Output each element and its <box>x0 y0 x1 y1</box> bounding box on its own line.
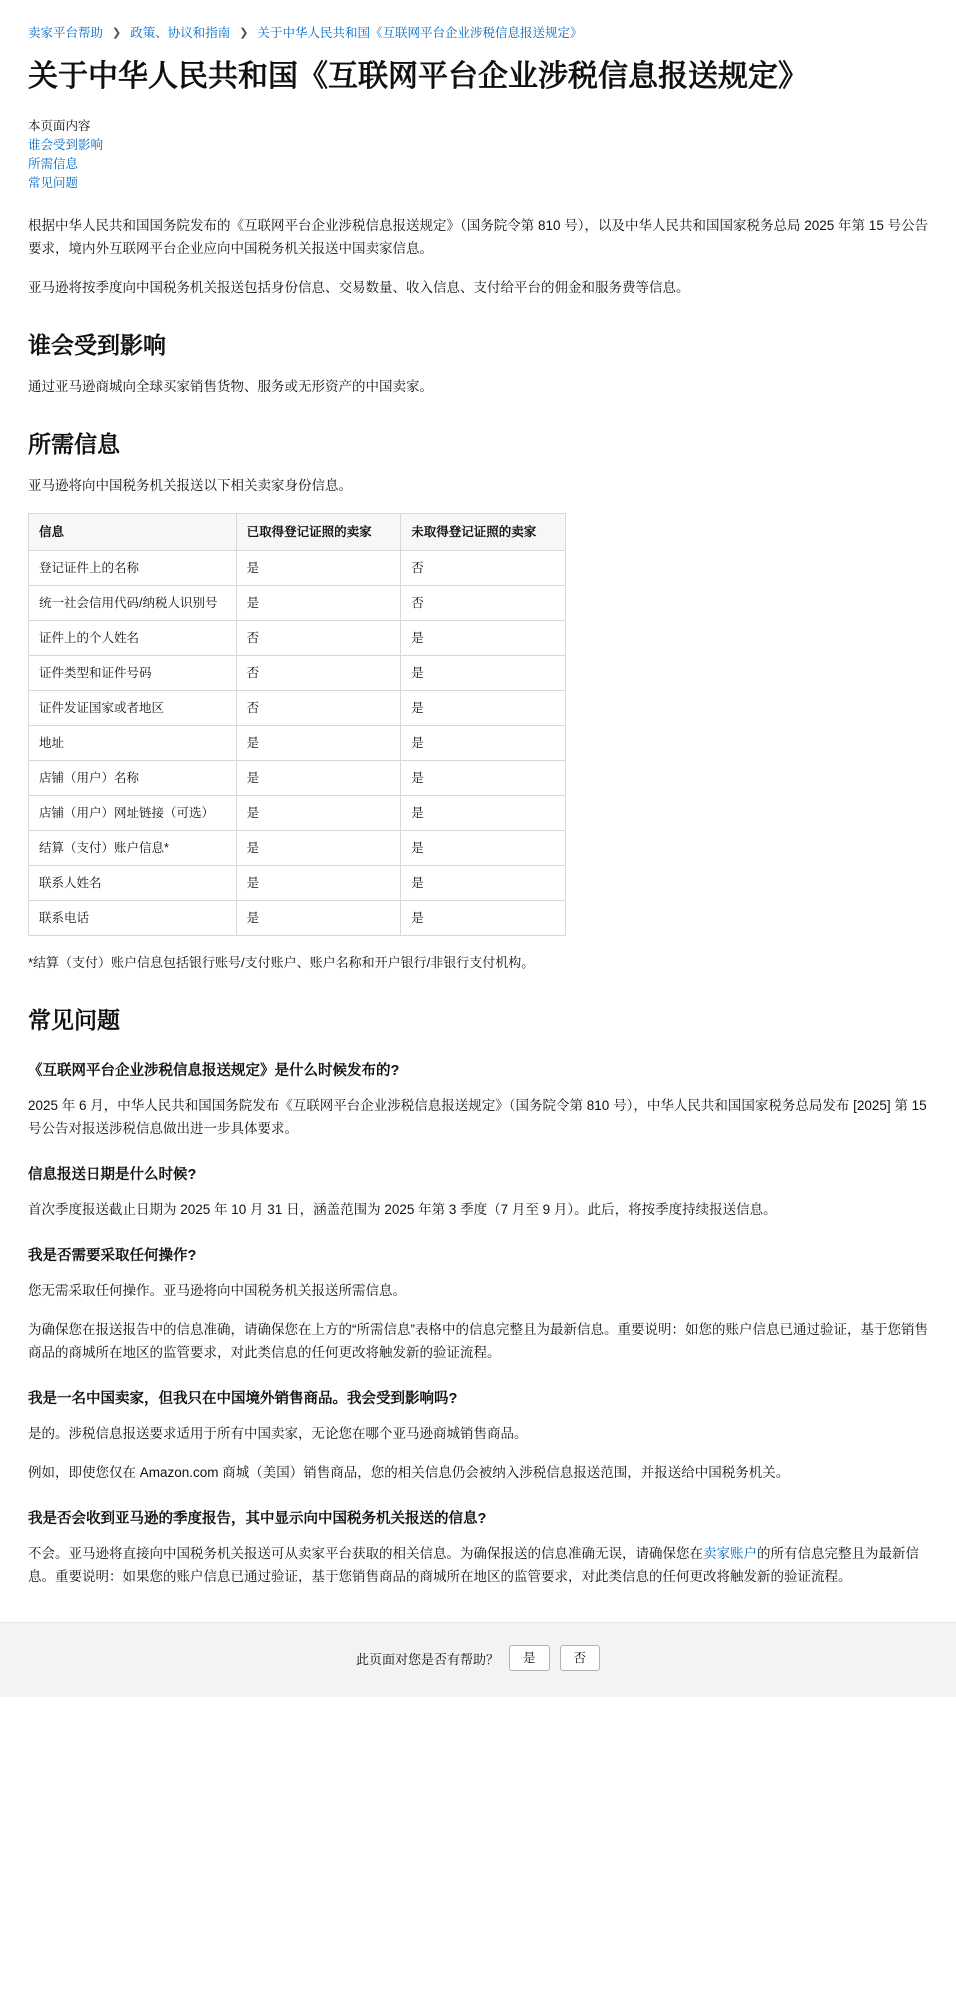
table-cell: 否 <box>236 656 401 691</box>
faq-answer: 例如，即使您仅在 Amazon.com 商城（美国）销售商品，您的相关信息仍会被纳入涉税信息报送范围，并报送给中国税务机关。 <box>28 1465 790 1480</box>
table-cell: 结算（支付）账户信息* <box>29 831 237 866</box>
faq-answer: 2025 年 6 月，中华人民共和国国务院发布《互联网平台企业涉税信息报送规定》（国务院令第 810 号），中华人民共和国国家税务总局发布 [2025] 第 15 号公告对报送涉税信息做出进一步具体要求。 <box>28 1098 927 1136</box>
table-cell: 店铺（用户）名称 <box>29 761 237 796</box>
table-cell: 是 <box>401 656 566 691</box>
table-cell: 是 <box>401 831 566 866</box>
faq-answer: 为确保您在报送报告中的信息准确，请确保您在上方的“所需信息”表格中的信息完整且为最新信息。重要说明：如您的账户信息已通过验证，基于您销售商品的商城所在地区的监管要求，对此类信息的任何更改将触发新的验证流程。 <box>28 1322 928 1360</box>
faq-question: 《互联网平台企业涉税信息报送规定》是什么时候发布的? <box>28 1063 400 1079</box>
table-cell: 证件发证国家或者地区 <box>29 691 237 726</box>
affected-paragraph: 通过亚马逊商城向全球买家销售货物、服务或无形资产的中国卖家。 <box>28 379 433 394</box>
table-cell: 地址 <box>29 726 237 761</box>
breadcrumb-separator-icon: ❯ <box>112 27 122 39</box>
table-row <box>29 831 566 866</box>
table-of-contents <box>28 117 932 192</box>
faq-answer: 首次季度报送截止日期为 2025 年 10 月 31 日，涵盖范围为 2025 年第 3 季度（7 月至 9 月）。此后，将按季度持续报送信息。 <box>28 1202 777 1217</box>
table-row <box>29 901 566 936</box>
breadcrumb-item-1[interactable]: 政策、协议和指南 <box>130 26 231 40</box>
faq-list <box>24 1060 932 1588</box>
table-cell: 联系电话 <box>29 901 237 936</box>
toc-heading: 本页面内容 <box>28 119 91 133</box>
table-cell: 是 <box>236 726 401 761</box>
table-cell: 是 <box>236 586 401 621</box>
faq-answer-rich <box>28 1542 932 1588</box>
faq-answer-text-after: 的所有信息完整且为最新信息。重要说明：如果您的账户信息已通过验证，基于您销售商品的商城所在地区的监管要求，对此类信息的任何更改将触发新的验证流程。 <box>28 1546 919 1584</box>
table-body <box>29 551 566 936</box>
required-info-paragraph: 亚马逊将向中国税务机关报送以下相关卖家身份信息。 <box>28 478 352 493</box>
table-cell: 是 <box>236 796 401 831</box>
table-cell: 店铺（用户）网址链接（可选） <box>29 796 237 831</box>
toc-link-faq[interactable]: 常见问题 <box>28 176 79 190</box>
required-info-table <box>28 513 566 936</box>
toc-link-required-info[interactable]: 所需信息 <box>28 157 79 171</box>
table-row <box>29 551 566 586</box>
table-row <box>29 726 566 761</box>
table-cell: 是 <box>236 761 401 796</box>
breadcrumb <box>28 24 932 42</box>
table-column-header: 未取得登记证照的卖家 <box>401 514 566 551</box>
table-row <box>29 656 566 691</box>
table-cell: 登记证件上的名称 <box>29 551 237 586</box>
faq-answer-text-before: 不会。亚马逊将直接向中国税务机关报送可从卖家平台获取的相关信息。为确保报送的信息准确无误，请确保您在 <box>28 1546 703 1561</box>
table-cell: 联系人姓名 <box>29 866 237 901</box>
seller-account-link[interactable]: 卖家账户 <box>703 1546 757 1561</box>
breadcrumb-separator-icon: ❯ <box>239 27 249 39</box>
table-cell: 统一社会信用代码/纳税人识别号 <box>29 586 237 621</box>
breadcrumb-item-2[interactable]: 关于中华人民共和国《互联网平台企业涉税信息报送规定》 <box>257 26 583 40</box>
table-cell: 是 <box>236 831 401 866</box>
feedback-no-button[interactable]: 否 <box>560 1645 601 1671</box>
table-row <box>29 761 566 796</box>
table-cell: 是 <box>401 796 566 831</box>
table-cell: 是 <box>401 691 566 726</box>
table-cell: 是 <box>236 551 401 586</box>
faq-question: 信息报送日期是什么时候? <box>28 1167 197 1183</box>
intro-paragraph-2: 亚马逊将按季度向中国税务机关报送包括身份信息、交易数量、收入信息、支付给平台的佣金和服务费等信息。 <box>28 280 690 295</box>
section-heading-required-info: 所需信息 <box>28 431 120 457</box>
section-heading-faq: 常见问题 <box>28 1007 120 1033</box>
breadcrumb-item-0[interactable]: 卖家平台帮助 <box>28 26 104 40</box>
table-cell: 是 <box>401 621 566 656</box>
table-cell: 是 <box>401 726 566 761</box>
table-cell: 否 <box>401 551 566 586</box>
faq-answer: 您无需采取任何操作。亚马逊将向中国税务机关报送所需信息。 <box>28 1283 406 1298</box>
faq-question: 我是否会收到亚马逊的季度报告，其中显示向中国税务机关报送的信息? <box>28 1511 487 1527</box>
toc-link-affected[interactable]: 谁会受到影响 <box>28 138 104 152</box>
faq-answer: 是的。涉税信息报送要求适用于所有中国卖家，无论您在哪个亚马逊商城销售商品。 <box>28 1426 528 1441</box>
table-cell: 是 <box>401 761 566 796</box>
table-row <box>29 621 566 656</box>
table-cell: 证件上的个人姓名 <box>29 621 237 656</box>
table-cell: 否 <box>236 621 401 656</box>
faq-question: 我是否需要采取任何操作? <box>28 1248 197 1264</box>
page-title: 关于中华人民共和国《互联网平台企业涉税信息报送规定》 <box>28 60 808 93</box>
table-row <box>29 691 566 726</box>
feedback-prompt: 此页面对您是否有帮助？ <box>355 1651 499 1667</box>
table-cell: 否 <box>236 691 401 726</box>
table-row <box>29 586 566 621</box>
feedback-bar <box>0 1622 956 1697</box>
table-header-row <box>29 514 566 551</box>
bottom-spacer <box>24 1697 932 1721</box>
table-cell: 是 <box>401 866 566 901</box>
table-cell: 是 <box>236 866 401 901</box>
table-cell: 是 <box>401 901 566 936</box>
table-row <box>29 866 566 901</box>
section-heading-affected: 谁会受到影响 <box>28 332 166 358</box>
table-cell: 证件类型和证件号码 <box>29 656 237 691</box>
table-footnote: *结算（支付）账户信息包括银行账号/支付账户、账户名称和开户银行/非银行支付机构。 <box>28 955 535 970</box>
table-column-header: 信息 <box>29 514 237 551</box>
intro-paragraph-1: 根据中华人民共和国国务院发布的《互联网平台企业涉税信息报送规定》（国务院令第 810 号），以及中华人民共和国国家税务总局 2025 年第 15 号公告要求，境内外互联网平台企业应向中国税务机关报送中国卖家信息。 <box>28 218 929 256</box>
faq-question: 我是一名中国卖家，但我只在中国境外销售商品。我会受到影响吗? <box>28 1391 458 1407</box>
table-row <box>29 796 566 831</box>
table-cell: 否 <box>401 586 566 621</box>
feedback-yes-button[interactable]: 是 <box>509 1645 550 1671</box>
table-cell: 是 <box>236 901 401 936</box>
table-column-header: 已取得登记证照的卖家 <box>236 514 401 551</box>
